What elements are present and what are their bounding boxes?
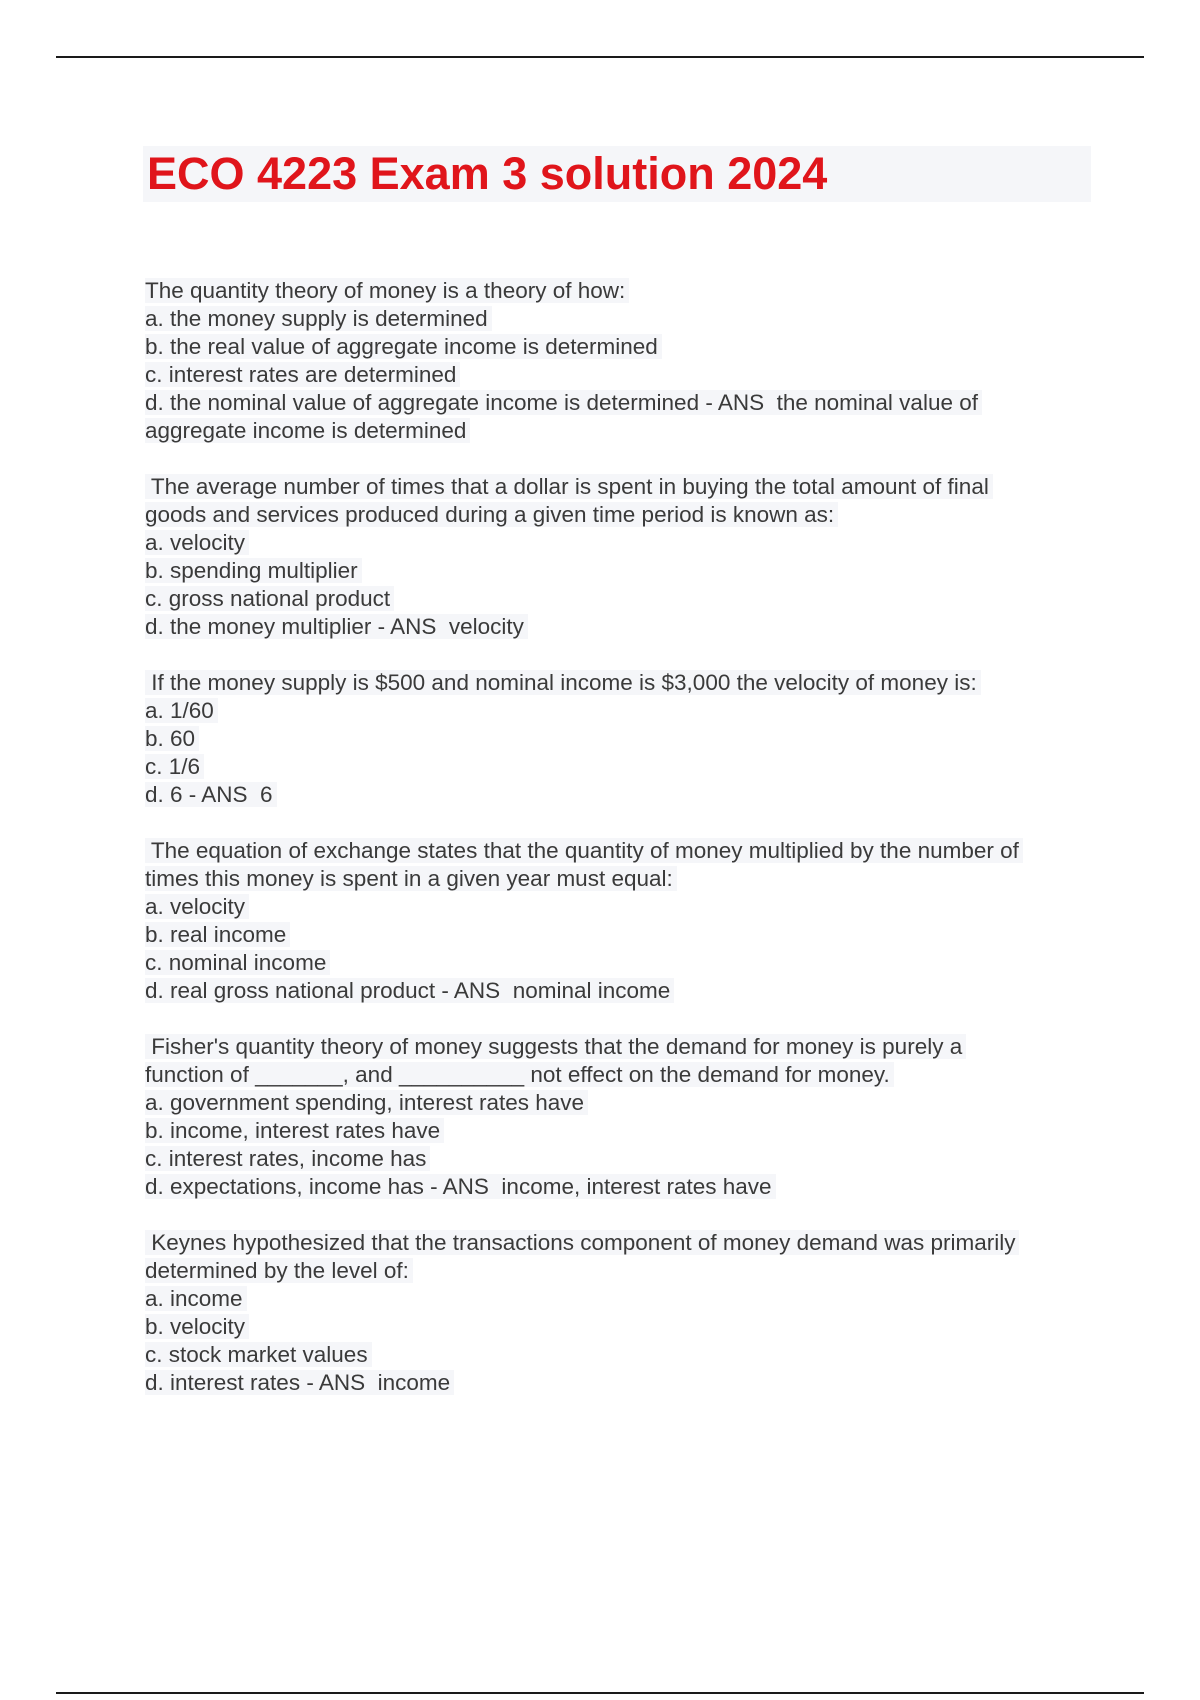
question-4-line-2: times this money is spent in a given year must equal:	[145, 865, 1105, 893]
question-6-line-5: c. stock market values	[145, 1341, 1105, 1369]
question-4-line-1: The equation of exchange states that the quantity of money multiplied by the number of	[145, 837, 1105, 865]
question-2-line-4: b. spending multiplier	[145, 557, 1105, 585]
question-3	[145, 669, 1105, 809]
document-title: ECO 4223 Exam 3 solution 2024	[147, 148, 828, 199]
bottom-rule	[56, 1692, 1144, 1694]
question-2-line-3: a. velocity	[145, 529, 1105, 557]
question-4-line-4: b. real income	[145, 921, 1105, 949]
question-1	[145, 277, 1105, 445]
question-2-line-6: d. the money multiplier - ANS velocity	[145, 613, 1105, 641]
question-6-line-1: Keynes hypothesized that the transactions component of money demand was primarily	[145, 1229, 1105, 1257]
question-4-line-5: c. nominal income	[145, 949, 1105, 977]
question-4-line-3: a. velocity	[145, 893, 1105, 921]
question-5	[145, 1033, 1105, 1201]
question-4-line-6: d. real gross national product - ANS nominal income	[145, 977, 1105, 1005]
question-4	[145, 837, 1105, 1005]
question-5-line-4: b. income, interest rates have	[145, 1117, 1105, 1145]
question-3-line-3: b. 60	[145, 725, 1105, 753]
question-5-line-3: a. government spending, interest rates have	[145, 1089, 1105, 1117]
question-2-line-2: goods and services produced during a given time period is known as:	[145, 501, 1105, 529]
question-6	[145, 1229, 1105, 1397]
question-3-line-5: d. 6 - ANS 6	[145, 781, 1105, 809]
question-2-line-5: c. gross national product	[145, 585, 1105, 613]
question-6-line-3: a. income	[145, 1285, 1105, 1313]
question-6-line-6: d. interest rates - ANS income	[145, 1369, 1105, 1397]
question-1-line-5: d. the nominal value of aggregate income is determined - ANS the nominal value of	[145, 389, 1105, 417]
question-5-line-5: c. interest rates, income has	[145, 1145, 1105, 1173]
question-1-line-1: The quantity theory of money is a theory of how:	[145, 277, 1105, 305]
question-list	[145, 277, 1105, 1425]
question-6-line-2: determined by the level of:	[145, 1257, 1105, 1285]
question-6-line-4: b. velocity	[145, 1313, 1105, 1341]
question-1-line-6: aggregate income is determined	[145, 417, 1105, 445]
question-2-line-1: The average number of times that a dollar is spent in buying the total amount of final	[145, 473, 1105, 501]
question-5-line-1: Fisher's quantity theory of money suggests that the demand for money is purely a	[145, 1033, 1105, 1061]
question-1-line-4: c. interest rates are determined	[145, 361, 1105, 389]
question-3-line-2: a. 1/60	[145, 697, 1105, 725]
question-1-line-2: a. the money supply is determined	[145, 305, 1105, 333]
question-3-line-1: If the money supply is $500 and nominal income is $3,000 the velocity of money is:	[145, 669, 1105, 697]
question-1-line-3: b. the real value of aggregate income is determined	[145, 333, 1105, 361]
top-rule	[56, 56, 1144, 58]
question-5-line-6: d. expectations, income has - ANS income, interest rates have	[145, 1173, 1105, 1201]
question-3-line-4: c. 1/6	[145, 753, 1105, 781]
question-2	[145, 473, 1105, 641]
question-5-line-2: function of _______, and __________ not effect on the demand for money.	[145, 1061, 1105, 1089]
